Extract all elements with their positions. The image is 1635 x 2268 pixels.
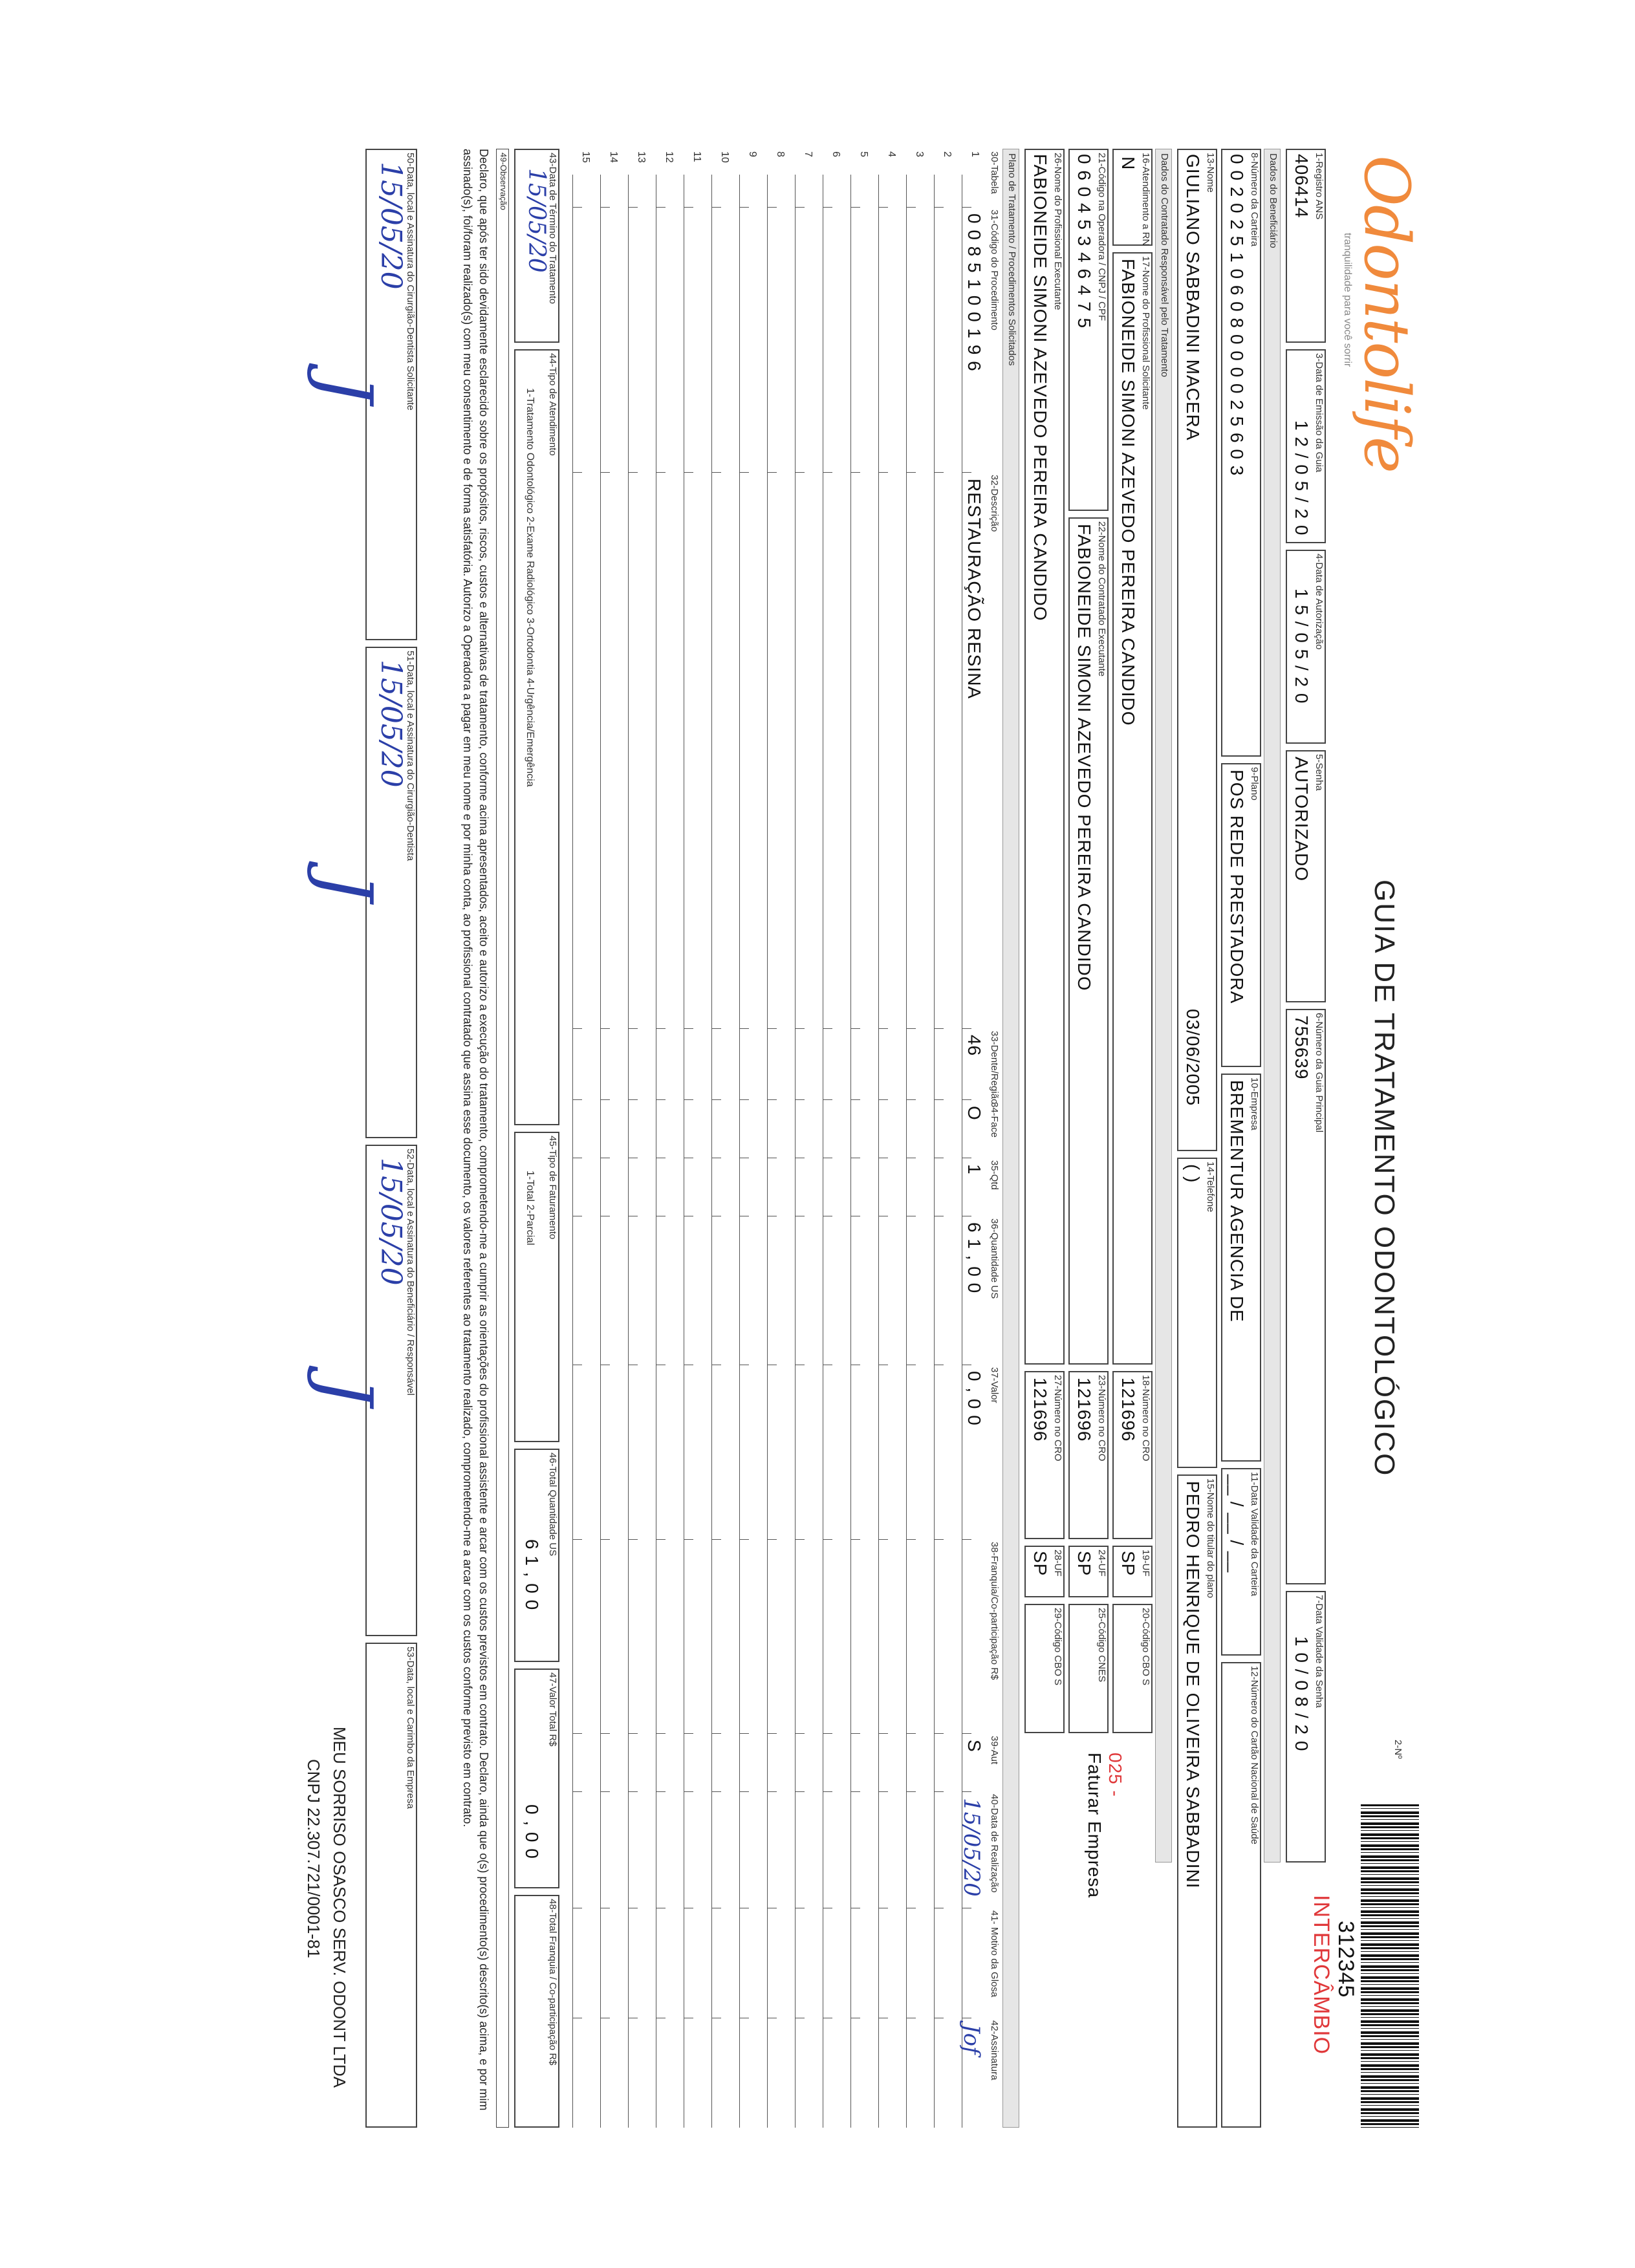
senha-label: 5-Senha (1314, 754, 1325, 791)
registro-ans-label: 1-Registro ANS (1314, 153, 1325, 220)
faturar-text: Faturar Empresa (1085, 1753, 1105, 1899)
data-nascimento-value: 03/06/2005 (1183, 1009, 1203, 1107)
total-us-value: 6 1 , 0 0 (522, 1539, 542, 1611)
row-line[interactable] (628, 175, 629, 2128)
guide-type: INTERCÂMBIO (1309, 1895, 1334, 2055)
column-header: 32-Descrição (989, 475, 1000, 532)
cell-divider (684, 1733, 693, 1734)
row-line[interactable] (878, 175, 879, 2128)
row-number: 8 (775, 151, 786, 157)
declaration-text: Declaro, que após ter sido devidamente esclarecido sobre os propósitos, riscos, custos e alternativas de tratamento, conforme acima apresentados, aceito e autorizo a execução do tratamento, comprometendo-me a cumprir as orientações do profissional assistente e arcar com os custos previstos em contrato. Declaro, ainda que o(s) procedimento(s) descrito(s) acima, e por mim assinado(s), foi/foram realizado(s) com meu consentimento e de forma satisfatória. Autorizo a Operadora a pagar em meu nome e por minha conta, ao profissional contratado que assina esse documento, os valores referentes ao tratamento realizado, comprometendo-me a arcar com os custos conforme previsto em contrato. (461, 149, 490, 2111)
row-line[interactable] (711, 175, 712, 2128)
cro-value: 121696 (1118, 1377, 1138, 1442)
valor-total-value: 0 , 0 0 (522, 1804, 542, 1859)
codigo-operadora-value: 0 6 0 4 5 3 4 6 4 7 5 (1074, 154, 1094, 329)
row-line[interactable] (795, 175, 796, 2128)
row-number: 15 (580, 151, 591, 163)
guide-number-label: 2-Nº (1392, 1740, 1403, 1759)
row-number: 10 (719, 151, 730, 163)
cell-divider (656, 1028, 666, 1029)
cell-divider (962, 1733, 971, 1734)
profissional-value: FABIONEIDE SIMONI AZEVEDO PEREIRA CANDIDO (1030, 154, 1050, 621)
cell-divider (601, 1028, 610, 1029)
nome-label: 13-Nome (1205, 153, 1216, 193)
cell-divider (823, 1539, 832, 1540)
cell-divider (879, 472, 888, 473)
cell-divider (712, 472, 721, 473)
procedure-description: RESTAURAÇÃO RESINA (964, 479, 984, 700)
valor-total-label: 47-Valor Total R$ (547, 1672, 558, 1747)
cell-divider (935, 472, 944, 473)
cbo3-label: 29-Código CBO S (1052, 1608, 1063, 1686)
procedure-aut: S (964, 1740, 984, 1753)
cell-divider (740, 1028, 749, 1029)
uf2-value: SP (1074, 1551, 1094, 1577)
cell-divider (962, 1028, 971, 1029)
column-header: 33-Dente/Região (989, 1031, 1000, 1105)
cell-divider (768, 472, 777, 473)
procedure-code: 0 0 8 5 1 0 0 1 9 6 (964, 213, 984, 372)
validade-senha-value: 1 0 / 0 8 / 2 0 (1292, 1636, 1312, 1752)
cell-divider (879, 207, 888, 208)
row-number: 11 (691, 151, 702, 162)
cro3-label: 27-Número no CRO (1052, 1375, 1063, 1462)
cell-divider (629, 207, 638, 208)
telefone-value: ( ) (1183, 1164, 1203, 1183)
validade-carteira-value: __ / __ / __ (1227, 1474, 1247, 1573)
carteira-value: 0 0 2 0 2 5 1 0 6 0 8 0 0 0 0 2 5 6 0 3 (1227, 154, 1247, 477)
cell-divider (851, 1539, 860, 1540)
cell-divider (712, 1099, 721, 1100)
sig-solicitante-label: 50-Data, local e Assinatura do Cirurgião-Dentista Solicitante (405, 153, 416, 411)
executante-label: 22-Nome do Contratado Executante (1096, 521, 1107, 677)
cell-divider (823, 207, 832, 208)
emissao-label: 3-Data de Emissão da Guia (1314, 353, 1325, 473)
cell-divider (629, 1099, 638, 1100)
cell-divider (907, 1791, 916, 1792)
cell-divider (740, 1791, 749, 1792)
cell-divider (684, 472, 693, 473)
row-number: 14 (608, 151, 619, 163)
row-line[interactable] (739, 175, 740, 2128)
tipo-atendimento-options: 1-Tratamento Odontológico 2-Exame Radiológico 3-Ortodontia 4-Urgência/Emergência (525, 388, 536, 787)
termino-label: 43-Data de Término do Tratamento (547, 153, 558, 305)
row-number: 6 (830, 151, 841, 157)
cell-divider (656, 207, 666, 208)
tipo-faturamento-label: 45-Tipo de Faturamento (547, 1136, 558, 1240)
cell-divider (962, 1099, 971, 1100)
procedure-qty: 1 (964, 1164, 984, 1175)
cell-divider (573, 1099, 582, 1100)
cell-divider (712, 207, 721, 208)
sig-executante-label: 51-Data, local e Assinatura do Cirurgião-Dentista (405, 651, 416, 861)
sig-beneficiario-date: 15/05/20 (374, 1158, 407, 1286)
row-line[interactable] (767, 175, 768, 2128)
cell-divider (879, 1539, 888, 1540)
procedure-us: 6 1 , 0 0 (964, 1222, 984, 1294)
cell-divider (962, 1791, 971, 1792)
cell-divider (768, 1028, 777, 1029)
cell-divider (962, 472, 971, 473)
company-stamp-line-1: MEU SORRISO OSASCO SERV. ODONT LTDA (330, 1727, 349, 2088)
cell-divider (573, 472, 582, 473)
senha-value: AUTORIZADO (1292, 757, 1312, 882)
cell-divider (712, 1539, 721, 1540)
cell-divider (907, 1733, 916, 1734)
row-line[interactable] (906, 175, 907, 2128)
tipo-atendimento-label: 44-Tipo de Atendimento (547, 353, 558, 456)
tipo-atendimento-field[interactable] (514, 349, 559, 1125)
column-header: 34-Face (989, 1102, 1000, 1138)
faturar-code: 025 - (1105, 1753, 1125, 1797)
cro-label: 18-Número no CRO (1140, 1375, 1151, 1462)
solicitante-label: 17-Nome do Profissional Solicitante (1140, 256, 1151, 410)
cro2-label: 23-Número no CRO (1096, 1375, 1107, 1462)
column-header: 41- Motivo da Glosa (989, 1910, 1000, 1998)
cell-divider (601, 1539, 610, 1540)
row-number: 5 (858, 151, 869, 157)
cell-divider (740, 472, 749, 473)
cro2-value: 121696 (1074, 1377, 1094, 1442)
cell-divider (935, 1733, 944, 1734)
empresa-label: 10-Empresa (1249, 1077, 1260, 1130)
cell-divider (740, 207, 749, 208)
odontolife-logo: Odontolife (1350, 155, 1423, 472)
observacao-field[interactable] (496, 149, 509, 2128)
cell-divider (935, 1099, 944, 1100)
cell-divider (768, 1539, 777, 1540)
cell-divider (796, 472, 805, 473)
cell-divider (684, 207, 693, 208)
guia-principal-label: 6-Número da Guia Principal (1314, 1013, 1325, 1133)
cell-divider (656, 1791, 666, 1792)
signature-scribble-1: J (305, 375, 388, 404)
sig-solicitante-date: 15/05/20 (374, 162, 407, 290)
cell-divider (601, 1791, 610, 1792)
procedimentos-section: Plano de Tratamento / Procedimentos Solicitados (1002, 149, 1019, 2128)
uf-label: 19-UF (1140, 1550, 1151, 1577)
carimbo-empresa-label: 53-Data, local e Carimbo da Empresa (405, 1647, 416, 1809)
cell-divider (879, 1791, 888, 1792)
telefone-label: 14-Telefone (1205, 1161, 1216, 1213)
cell-divider (907, 1028, 916, 1029)
form-title: GUIA DE TRATAMENTO ODONTOLÓGICO (1369, 880, 1400, 1477)
cell-divider (601, 472, 610, 473)
codigo-operadora-label: 21-Código na Operadora / CNPJ / CPF (1096, 153, 1107, 321)
row-number: 2 (942, 151, 953, 157)
cell-divider (768, 1791, 777, 1792)
cell-divider (629, 1733, 638, 1734)
plano-value: POS REDE PRESTADORA (1227, 770, 1247, 1004)
procedure-value: 0 , 0 0 (964, 1371, 984, 1426)
row-number: 13 (636, 151, 647, 163)
cell-divider (684, 1539, 693, 1540)
cell-divider (601, 207, 610, 208)
cell-divider (796, 1099, 805, 1100)
cell-divider (823, 1099, 832, 1100)
procedure-signature: Jof (958, 2024, 984, 2055)
tooth-face: O (964, 1106, 984, 1121)
treatment-guide-form (162, 149, 1423, 2154)
signature-scribble-3: J (305, 1377, 388, 1407)
cro3-value: 121696 (1030, 1377, 1050, 1442)
column-header: 35-Qtd (989, 1160, 1000, 1190)
profissional-label: 26-Nome do Profissional Executante (1052, 153, 1063, 310)
cell-divider (907, 1539, 916, 1540)
emissao-value: 1 2 / 0 5 / 2 0 (1292, 420, 1312, 536)
cell-divider (879, 1733, 888, 1734)
cell-divider (656, 1733, 666, 1734)
column-header: 36-Quantidade US (989, 1218, 1000, 1299)
tipo-faturamento-options: 1-Total 2-Parcial (525, 1171, 536, 1246)
column-header: 38-Franquia/Co-participação R$ (989, 1542, 1000, 1680)
cell-divider (768, 1099, 777, 1100)
cell-divider (935, 1539, 944, 1540)
cell-divider (796, 1733, 805, 1734)
uf-value: SP (1118, 1551, 1138, 1577)
cell-divider (684, 1028, 693, 1029)
cell-divider (823, 1733, 832, 1734)
cartao-nacional-label: 12-Número do Cartão Nacional de Saúde (1249, 1666, 1260, 1844)
titular-value: PEDRO HENRIQUE DE OLIVEIRA SABBADINI (1183, 1481, 1203, 1889)
cell-divider (962, 1539, 971, 1540)
cell-divider (629, 1028, 638, 1029)
cell-divider (768, 1733, 777, 1734)
cell-divider (573, 1791, 582, 1792)
cell-divider (573, 1733, 582, 1734)
cell-divider (935, 207, 944, 208)
cell-divider (601, 1099, 610, 1100)
company-stamp-line-2: CNPJ 22.307.721/0001-81 (304, 1759, 323, 1958)
cell-divider (573, 1028, 582, 1029)
sig-executante-date: 15/05/20 (374, 660, 407, 788)
brand-tagline: tranquilidade para você sorrir (1342, 233, 1353, 367)
row-number: 4 (886, 151, 897, 157)
cell-divider (712, 1028, 721, 1029)
guia-principal-value: 755639 (1292, 1015, 1312, 1080)
empresa-value: BREMENTUR AGENCIA DE (1227, 1080, 1247, 1323)
rn-value: N (1118, 157, 1138, 171)
cell-divider (796, 207, 805, 208)
column-header: 31-Código do Procedimento (989, 210, 1000, 330)
autorizacao-value: 1 5 / 0 5 / 2 0 (1292, 589, 1312, 704)
cell-divider (656, 1539, 666, 1540)
plano-label: 9-Plano (1249, 767, 1260, 801)
sig-beneficiario-label: 52-Data, local e Assinatura do Beneficiário / Responsável (405, 1149, 416, 1396)
carteira-label: 8-Número da Carteira (1249, 153, 1260, 247)
row-number: 1 (969, 151, 980, 157)
column-header: 42-Assinatura (989, 2020, 1000, 2080)
cell-divider (796, 1539, 805, 1540)
rn-label: 16-Atendimento a RN (1140, 153, 1151, 246)
cell-divider (684, 1791, 693, 1792)
cell-divider (601, 1733, 610, 1734)
column-header: 37-Valor (989, 1367, 1000, 1403)
total-us-label: 46-Total Quantidade US (547, 1453, 558, 1557)
cnes-label: 25-Código CNES (1096, 1608, 1107, 1683)
titular-label: 15-Nome do titular do plano (1205, 1478, 1216, 1599)
cell-divider (796, 1028, 805, 1029)
cell-divider (740, 1733, 749, 1734)
uf3-value: SP (1030, 1551, 1050, 1577)
cell-divider (935, 1028, 944, 1029)
row-line[interactable] (850, 175, 851, 2128)
row-number: 7 (803, 151, 814, 157)
row-line[interactable] (600, 175, 601, 2128)
cell-divider (768, 207, 777, 208)
autorizacao-label: 4-Data de Autorização (1314, 554, 1325, 650)
cell-divider (629, 1539, 638, 1540)
validade-senha-label: 7-Data Validade da Senha (1314, 1595, 1325, 1708)
cell-divider (879, 1099, 888, 1100)
cell-divider (573, 207, 582, 208)
cell-divider (907, 472, 916, 473)
nome-value: GIULIANO SABBADINI MACERA (1183, 154, 1203, 441)
cell-divider (823, 1791, 832, 1792)
contratado-section: Dados do Contratado Responsável pelo Tratamento (1155, 149, 1172, 1863)
observacao-label: 49-Observação (499, 153, 508, 210)
cell-divider (879, 1028, 888, 1029)
cell-divider (656, 472, 666, 473)
cell-divider (573, 1539, 582, 1540)
cell-divider (907, 207, 916, 208)
executante-value: FABIONEIDE SIMONI AZEVEDO PEREIRA CANDIDO (1074, 524, 1094, 991)
column-header: 30-Tabela (989, 151, 1000, 194)
registro-ans-value: 406414 (1292, 154, 1312, 219)
cell-divider (851, 472, 860, 473)
row-number: 9 (747, 151, 758, 157)
column-header: 39-Aut (989, 1736, 1000, 1765)
cell-divider (907, 1099, 916, 1100)
guide-number: 312345 (1334, 1921, 1358, 1998)
cell-divider (851, 1791, 860, 1792)
cell-divider (712, 1791, 721, 1792)
cell-divider (823, 472, 832, 473)
cbo-label: 20-Código CBO S (1140, 1608, 1151, 1686)
cell-divider (629, 1791, 638, 1792)
row-line[interactable] (572, 175, 573, 2128)
solicitante-value: FABIONEIDE SIMONI AZEVEDO PEREIRA CANDIDO (1118, 259, 1138, 726)
uf2-label: 24-UF (1096, 1550, 1107, 1577)
termino-value: 15/05/20 (523, 168, 550, 273)
procedure-date: 15/05/20 (958, 1798, 984, 1897)
uf3-label: 28-UF (1052, 1550, 1063, 1577)
cell-divider (740, 1099, 749, 1100)
total-franquia-label: 48-Total Franquia / Co-participação R$ (547, 1899, 558, 2066)
cell-divider (712, 1733, 721, 1734)
cell-divider (935, 1791, 944, 1792)
validade-carteira-label: 11-Data Validade da Carteira (1249, 1472, 1260, 1597)
row-number: 12 (664, 151, 675, 163)
cell-divider (823, 1028, 832, 1029)
cell-divider (851, 1028, 860, 1029)
cell-divider (851, 1733, 860, 1734)
row-number: 3 (914, 151, 925, 157)
cell-divider (796, 1791, 805, 1792)
cell-divider (740, 1539, 749, 1540)
signature-scribble-2: J (305, 873, 388, 902)
beneficiario-section: Dados do Beneficiário (1264, 149, 1281, 1863)
cell-divider (962, 207, 971, 208)
column-header: 40-Data de Realização (989, 1794, 1000, 1893)
barcode-icon (1361, 1804, 1419, 2128)
cell-divider (851, 207, 860, 208)
cell-divider (656, 1099, 666, 1100)
row-line[interactable] (934, 175, 935, 2128)
cell-divider (851, 1099, 860, 1100)
tooth-region: 46 (964, 1035, 984, 1057)
cell-divider (684, 1099, 693, 1100)
cell-divider (629, 472, 638, 473)
